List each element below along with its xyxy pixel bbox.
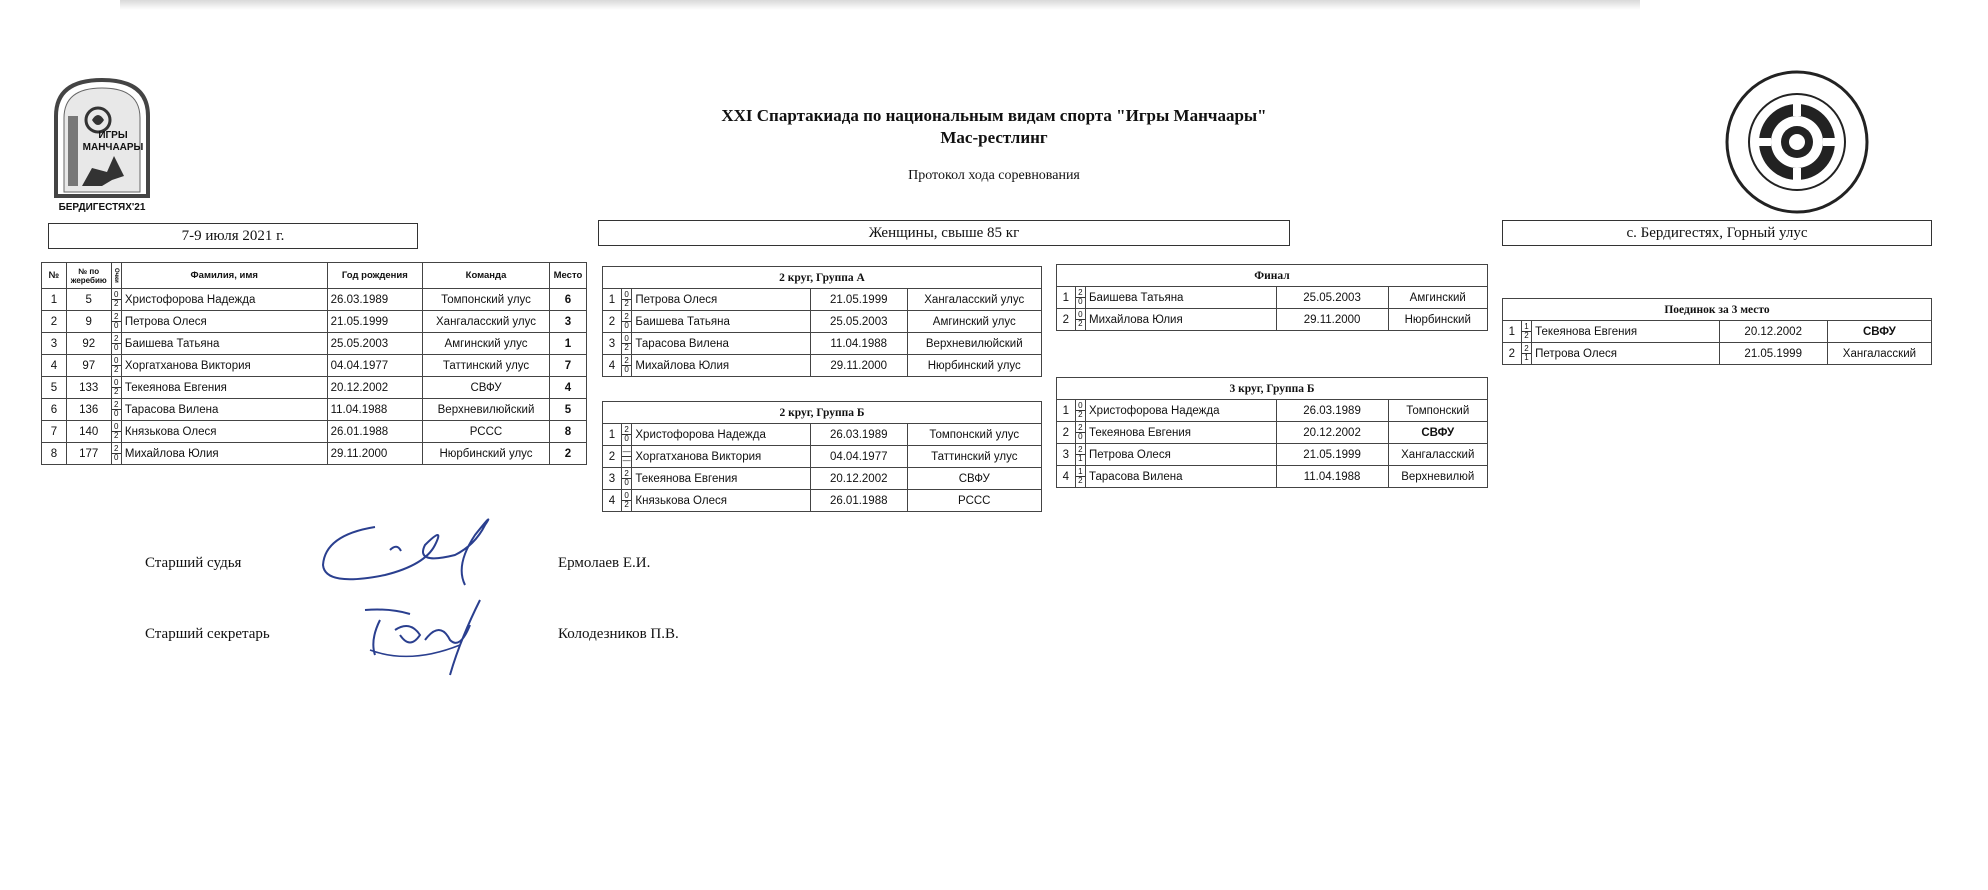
team-name: Хангаласский <box>1388 444 1487 466</box>
athlete-name: Петрова Олеся <box>1086 444 1277 466</box>
team-name: Хангаласский улус <box>423 311 550 333</box>
scan-edge-shadow <box>120 0 1640 10</box>
team-name: Амгинский <box>1388 287 1487 309</box>
score-cell <box>621 311 632 333</box>
score-top: 2 <box>1076 446 1085 455</box>
birth-date: 20.12.2002 <box>1276 422 1388 444</box>
round2a-title: 2 круг, Группа А <box>603 267 1042 289</box>
birth-date: 21.05.1999 <box>1276 444 1388 466</box>
table-row <box>603 468 1042 490</box>
score-top: 1 <box>1522 323 1531 332</box>
score-top: 0 <box>622 291 632 300</box>
table-row <box>42 333 587 355</box>
birth-date: 04.04.1977 <box>810 446 907 468</box>
round2b-title: 2 круг, Группа Б <box>603 402 1042 424</box>
score-cell <box>111 289 121 311</box>
birth-date: 26.03.1989 <box>810 424 907 446</box>
final-place: 5 <box>549 399 586 421</box>
table-row <box>42 399 587 421</box>
table-row <box>603 446 1042 468</box>
score-bottom: 2 <box>113 431 119 440</box>
row-number: 8 <box>42 443 67 465</box>
row-number: 3 <box>603 468 622 490</box>
score-bottom: 2 <box>1078 319 1083 328</box>
birth-date: 25.05.2003 <box>327 333 423 355</box>
row-number: 4 <box>42 355 67 377</box>
birth-date: 11.04.1988 <box>810 333 907 355</box>
score-top: 0 <box>112 291 121 300</box>
birth-date: 29.11.2000 <box>1276 309 1388 331</box>
row-number: 2 <box>42 311 67 333</box>
birth-date: 25.05.2003 <box>810 311 907 333</box>
table-row <box>603 289 1042 311</box>
final-place: 1 <box>549 333 586 355</box>
col-number: № <box>42 263 67 289</box>
athlete-name: Текеянова Евгения <box>1532 321 1719 343</box>
score-cell <box>621 490 632 512</box>
athlete-name: Князькова Олеся <box>121 421 327 443</box>
team-name: СВФУ <box>1827 321 1931 343</box>
col-draw: № по жеребию <box>66 263 111 289</box>
row-number: 5 <box>42 377 67 399</box>
row-number: 3 <box>42 333 67 355</box>
row-number: 7 <box>42 421 67 443</box>
col-score: Очки <box>111 263 121 289</box>
row-number: 3 <box>603 333 622 355</box>
table-row <box>42 355 587 377</box>
row-number: 4 <box>1057 466 1076 488</box>
logo-text: ИГРЫ МАНЧААРЫ <box>82 130 144 153</box>
score-bottom: 1 <box>1078 454 1083 463</box>
round3b-table <box>1056 377 1488 488</box>
team-name: Верхневилюй <box>1388 466 1487 488</box>
score-top: 2 <box>1522 345 1531 354</box>
team-name: Амгинский улус <box>423 333 550 355</box>
team-name: СВФУ <box>423 377 550 399</box>
final-place: 4 <box>549 377 586 399</box>
score-top: 0 <box>112 423 121 432</box>
athlete-name: Тарасова Вилена <box>121 399 327 421</box>
score-cell <box>1075 400 1085 422</box>
birth-date: 26.01.1988 <box>327 421 423 443</box>
athlete-name: Петрова Олеся <box>121 311 327 333</box>
round3b-title: 3 круг, Группа Б <box>1057 378 1488 400</box>
team-name: Томпонский улус <box>907 424 1041 446</box>
score-cell <box>621 424 632 446</box>
birth-date: 21.05.1999 <box>1719 343 1827 365</box>
birth-date: 26.03.1989 <box>327 289 423 311</box>
score-cell <box>1521 321 1531 343</box>
page-title: XXI Спартакиада по национальным видам спорта "Игры Манчаары" <box>721 106 1267 125</box>
birth-date: 25.05.2003 <box>1276 287 1388 309</box>
athlete-name: Баишева Татьяна <box>632 311 811 333</box>
team-name: СВФУ <box>907 468 1041 490</box>
score-top: 1 <box>1076 468 1085 477</box>
judge-signature <box>305 505 535 595</box>
category-box: Женщины, свыше 85 кг <box>598 220 1290 246</box>
score-cell <box>621 333 632 355</box>
score-cell <box>1075 422 1085 444</box>
score-top: 2 <box>112 445 121 454</box>
score-bottom: 0 <box>624 321 629 330</box>
score-bottom: 2 <box>1078 410 1083 419</box>
place-box: с. Бердигестях, Горный улус <box>1502 220 1932 246</box>
main-table-header <box>42 263 587 289</box>
final-table <box>1056 264 1488 331</box>
score-bottom: 1 <box>1524 353 1529 362</box>
row-number: 1 <box>603 424 622 446</box>
secretary-signature <box>350 590 530 685</box>
birth-date: 20.12.2002 <box>1719 321 1827 343</box>
athlete-name: Христофорова Надежда <box>632 424 811 446</box>
score-top: 2 <box>112 335 121 344</box>
team-name: РССС <box>423 421 550 443</box>
score-cell <box>111 355 121 377</box>
birth-date: 29.11.2000 <box>810 355 907 377</box>
birth-date: 11.04.1988 <box>1276 466 1388 488</box>
score-cell <box>1075 287 1085 309</box>
row-number: 2 <box>1057 422 1076 444</box>
athlete-name: Баишева Татьяна <box>121 333 327 355</box>
row-number: 6 <box>42 399 67 421</box>
col-team: Команда <box>423 263 550 289</box>
score-cell <box>621 355 632 377</box>
score-top: 0 <box>622 492 632 501</box>
score-cell <box>1075 466 1085 488</box>
draw-number: 9 <box>66 311 111 333</box>
score-bottom: 2 <box>624 343 629 352</box>
table-row <box>1057 309 1488 331</box>
draw-number: 92 <box>66 333 111 355</box>
round2b-table <box>602 401 1042 512</box>
score-top: 2 <box>622 357 632 366</box>
secretary-name: Колодезников П.В. <box>558 626 679 642</box>
team-name: Нюрбинский <box>1388 309 1487 331</box>
col-name: Фамилия, имя <box>121 263 327 289</box>
logo-city-text: БЕРДИГЕСТЯХ'21 <box>58 202 146 213</box>
table-row <box>1503 343 1932 365</box>
table-row <box>603 424 1042 446</box>
team-name: Таттинский улус <box>423 355 550 377</box>
row-number: 3 <box>1057 444 1076 466</box>
athlete-name: Михайлова Юлия <box>632 355 811 377</box>
row-number: 1 <box>603 289 622 311</box>
col-dob: Год рождения <box>327 263 423 289</box>
athlete-name: Михайлова Юлия <box>121 443 327 465</box>
score-bottom: 0 <box>113 321 119 330</box>
athlete-name: Петрова Олеся <box>632 289 811 311</box>
judge-label: Старший судья <box>145 555 242 571</box>
score-bottom: 2 <box>624 299 629 308</box>
table-row <box>603 490 1042 512</box>
score-top: 2 <box>1076 289 1085 298</box>
score-top: 2 <box>622 426 632 435</box>
score-bottom: 0 <box>624 365 629 374</box>
final-place: 3 <box>549 311 586 333</box>
birth-date: 21.05.1999 <box>327 311 423 333</box>
team-name: Томпонский <box>1388 400 1487 422</box>
table-row <box>42 311 587 333</box>
row-number: 4 <box>603 355 622 377</box>
table-row <box>603 311 1042 333</box>
athlete-name: Хоргатханова Виктория <box>121 355 327 377</box>
table-row <box>1057 400 1488 422</box>
score-bottom: 2 <box>113 387 119 396</box>
score-top: 0 <box>1076 402 1085 411</box>
score-top: 0 <box>112 357 121 366</box>
draw-number: 140 <box>66 421 111 443</box>
row-number: 1 <box>1057 287 1076 309</box>
score-cell <box>1075 309 1085 331</box>
score-cell <box>111 443 121 465</box>
table-row <box>1057 287 1488 309</box>
draw-number: 133 <box>66 377 111 399</box>
score-bottom: 2 <box>113 299 119 308</box>
row-number: 2 <box>603 446 622 468</box>
score-cell <box>111 311 121 333</box>
score-top: — <box>622 447 631 456</box>
score-bottom: 2 <box>1078 476 1083 485</box>
page-subtitle: Мас-рестлинг <box>940 128 1048 147</box>
athlete-name: Михайлова Юлия <box>1086 309 1277 331</box>
score-bottom: 0 <box>1078 432 1083 441</box>
score-cell <box>621 289 632 311</box>
score-cell <box>621 468 632 490</box>
final-place: 8 <box>549 421 586 443</box>
row-number: 1 <box>1057 400 1076 422</box>
birth-date: 29.11.2000 <box>327 443 423 465</box>
score-top: 0 <box>1076 311 1085 320</box>
row-number: 2 <box>1503 343 1522 365</box>
date-box: 7-9 июля 2021 г. <box>48 223 418 249</box>
judge-name: Ермолаев Е.И. <box>558 555 651 571</box>
score-bottom: 0 <box>113 453 119 462</box>
athlete-name: Христофорова Надежда <box>1086 400 1277 422</box>
score-bottom: 0 <box>113 409 119 418</box>
score-top: 2 <box>622 313 632 322</box>
birth-date: 20.12.2002 <box>810 468 907 490</box>
draw-number: 136 <box>66 399 111 421</box>
score-top: 2 <box>622 470 632 479</box>
athlete-name: Текеянова Евгения <box>1086 422 1277 444</box>
score-cell <box>1075 444 1085 466</box>
score-bottom: 0 <box>624 434 629 443</box>
athlete-name: Христофорова Надежда <box>121 289 327 311</box>
third-place-title: Поединок за 3 место <box>1503 299 1932 321</box>
score-cell <box>111 333 121 355</box>
row-number: 1 <box>42 289 67 311</box>
athlete-name: Петрова Олеся <box>1532 343 1719 365</box>
score-top: 2 <box>1076 424 1085 433</box>
document-type: Протокол хода соревнования <box>908 168 1080 183</box>
table-row <box>1057 466 1488 488</box>
final-place: 6 <box>549 289 586 311</box>
draw-number: 5 <box>66 289 111 311</box>
table-row <box>1503 321 1932 343</box>
athlete-name: Хоргатханова Виктория <box>632 446 811 468</box>
draw-number: 177 <box>66 443 111 465</box>
table-row <box>603 333 1042 355</box>
table-row <box>42 421 587 443</box>
table-row <box>1057 422 1488 444</box>
team-name: Томпонский улус <box>423 289 550 311</box>
team-name: Верхневилюйский <box>423 399 550 421</box>
score-top: 0 <box>112 379 121 388</box>
team-name: Нюрбинский улус <box>907 355 1041 377</box>
score-bottom: 2 <box>1524 331 1529 340</box>
final-place: 7 <box>549 355 586 377</box>
row-number: 1 <box>1503 321 1522 343</box>
score-bottom: 2 <box>624 500 629 509</box>
team-name: Хангаласский <box>1827 343 1931 365</box>
row-number: 2 <box>603 311 622 333</box>
main-draw-table <box>41 262 587 465</box>
team-name: Верхневилюйский <box>907 333 1041 355</box>
score-bottom: 0 <box>113 343 119 352</box>
team-name: СВФУ <box>1388 422 1487 444</box>
final-place: 2 <box>549 443 586 465</box>
team-name: Таттинский улус <box>907 446 1041 468</box>
team-name: Хангаласский улус <box>907 289 1041 311</box>
score-bottom: 0 <box>624 478 629 487</box>
team-name: Амгинский улус <box>907 311 1041 333</box>
score-top: 0 <box>622 335 632 344</box>
athlete-name: Тарасова Вилена <box>1086 466 1277 488</box>
score-cell <box>111 377 121 399</box>
athlete-name: Баишева Татьяна <box>1086 287 1277 309</box>
birth-date: 26.01.1988 <box>810 490 907 512</box>
secretary-label: Старший секретарь <box>145 626 270 642</box>
score-top: 2 <box>112 313 121 322</box>
round2a-table <box>602 266 1042 377</box>
score-cell <box>621 446 632 468</box>
final-title: Финал <box>1057 265 1488 287</box>
team-name: РССС <box>907 490 1041 512</box>
table-row <box>42 289 587 311</box>
col-place: Место <box>549 263 586 289</box>
birth-date: 20.12.2002 <box>327 377 423 399</box>
score-cell <box>111 421 121 443</box>
athlete-name: Текеянова Евгения <box>632 468 811 490</box>
score-cell <box>1521 343 1531 365</box>
score-bottom: 2 <box>113 365 119 374</box>
row-number: 4 <box>603 490 622 512</box>
table-row <box>1057 444 1488 466</box>
birth-date: 26.03.1989 <box>1276 400 1388 422</box>
athlete-name: Князькова Олеся <box>632 490 811 512</box>
score-cell <box>111 399 121 421</box>
birth-date: 11.04.1988 <box>327 399 423 421</box>
team-name: Нюрбинский улус <box>423 443 550 465</box>
birth-date: 21.05.1999 <box>810 289 907 311</box>
row-number: 2 <box>1057 309 1076 331</box>
draw-number: 97 <box>66 355 111 377</box>
third-place-table <box>1502 298 1932 365</box>
table-row <box>42 377 587 399</box>
birth-date: 04.04.1977 <box>327 355 423 377</box>
score-bottom: — <box>622 456 631 465</box>
score-bottom: 0 <box>1078 297 1083 306</box>
athlete-name: Текеянова Евгения <box>121 377 327 399</box>
table-row <box>42 443 587 465</box>
score-top: 2 <box>112 401 121 410</box>
table-row <box>603 355 1042 377</box>
athlete-name: Тарасова Вилена <box>632 333 811 355</box>
